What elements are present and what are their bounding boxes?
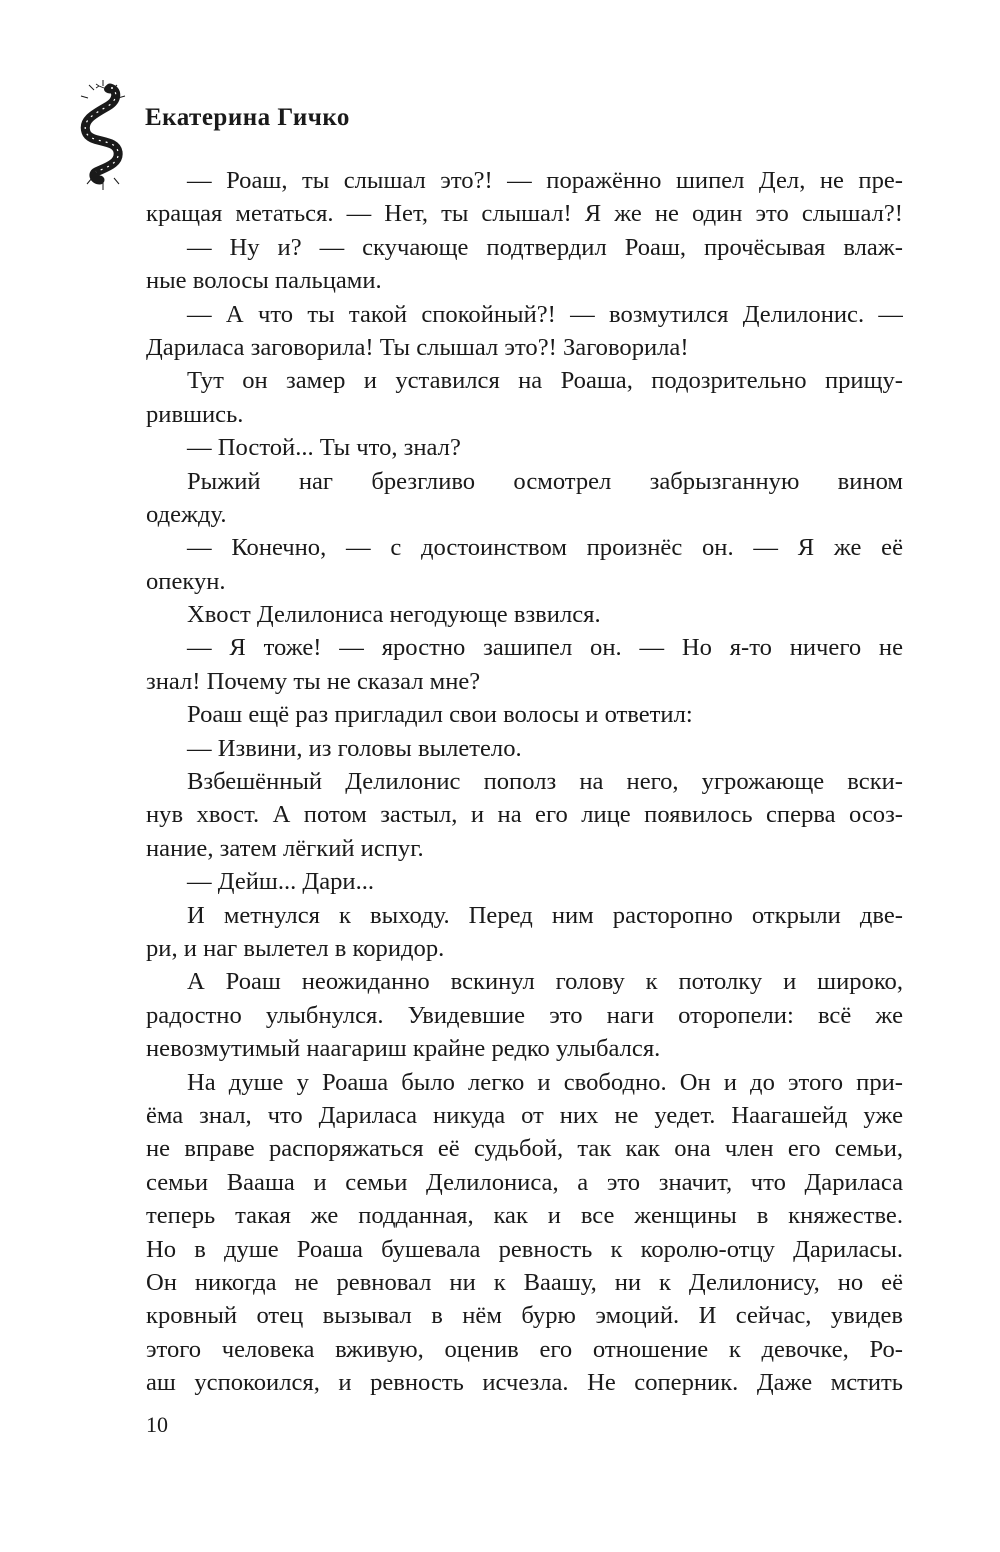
text-line: Рыжий наг брезгливо осмотрел забрызганную вином	[187, 467, 903, 495]
text-line: И метнулся к выходу. Перед ним расторопно открыли две-	[187, 901, 903, 929]
text-line: Тут он замер и уставился на Роаша, подозрительно прищу-	[187, 367, 903, 395]
text-line: Дариласа заговорила! Ты слышал это?! Заговорила!	[146, 333, 689, 361]
text-line: теперь такая же подданная, как и все женщины в княжестве.	[146, 1202, 903, 1230]
text-line: радостно улыбнулся. Увидевшие это наги оторопели: всё же	[146, 1001, 903, 1029]
text-line: кращая метаться. — Нет, ты слышал! Я же не один это слышал?!	[146, 200, 903, 228]
body-text	[146, 164, 903, 1399]
text-line: — Постой... Ты что, знал?	[187, 434, 461, 462]
snake-emblem-icon	[72, 80, 134, 192]
text-line: Он никогда не ревновал ни к Ваашу, ни к Делилонису, но её	[146, 1268, 903, 1296]
text-line: Взбешённый Делилонис пополз на него, угрожающе вски-	[187, 768, 903, 796]
text-line: кровный отец вызывал в нём бурю эмоций. И сейчас, увидев	[146, 1302, 903, 1330]
page-number: 10	[146, 1412, 168, 1437]
text-line: — Дейш... Дари...	[187, 868, 375, 896]
text-line: Хвост Делилониса негодующе взвился.	[187, 601, 601, 629]
text-line: — Роаш, ты слышал это?! — поражённо шипел Дел, не пре-	[187, 167, 903, 194]
text-line: — А что ты такой спокойный?! — возмутился Делилонис. —	[187, 300, 903, 328]
text-line: — Извини, из головы вылетело.	[187, 734, 522, 762]
text-line: — Конечно, — с достоинством произнёс он. — Я же её	[187, 534, 903, 562]
running-header-author: Екатерина Гичко	[145, 104, 350, 131]
text-line: не вправе распоряжаться её судьбой, так как она член его семьи,	[146, 1135, 903, 1163]
text-line: Но в душе Роаша бушевала ревность к королю-отцу Дариласы.	[146, 1235, 903, 1263]
text-line: невозмутимый наагариш крайне редко улыбался.	[146, 1035, 661, 1063]
text-line: Роаш ещё раз пригладил свои волосы и ответил:	[187, 701, 693, 729]
text-line: ные волосы пальцами.	[146, 267, 382, 295]
text-line: нув хвост. А потом застыл, и на его лице появилось сперва осоз-	[146, 801, 903, 829]
text-line: ёма знал, что Дариласа никуда от них не уедет. Наагашейд уже	[146, 1101, 903, 1129]
text-line: опекун.	[146, 567, 226, 595]
text-line: рившись.	[146, 400, 244, 428]
text-line: знал! Почему ты не сказал мне?	[146, 667, 481, 695]
text-line: семьи Вааша и семьи Делилониса, а это значит, что Дариласа	[146, 1168, 903, 1196]
text-line: А Роаш неожиданно вскинул голову к потолку и широко,	[187, 968, 903, 996]
text-line: — Ну и? — скучающе подтвердил Роаш, прочёсывая влаж-	[187, 233, 903, 261]
text-line: На душе у Роаша было легко и свободно. Он и до этого при-	[187, 1068, 903, 1096]
text-line: нание, затем лёгкий испуг.	[146, 834, 424, 862]
text-line: ри, и наг вылетел в коридор.	[146, 934, 445, 962]
text-line: этого человека вживую, оценив его отношение к девочке, Ро-	[146, 1335, 903, 1363]
text-line: одежду.	[146, 500, 227, 528]
text-line: — Я тоже! — яростно зашипел он. — Но я-то ничего не	[187, 634, 903, 662]
text-line: аш успокоился, и ревность исчезла. Не соперник. Даже мстить	[146, 1369, 903, 1397]
